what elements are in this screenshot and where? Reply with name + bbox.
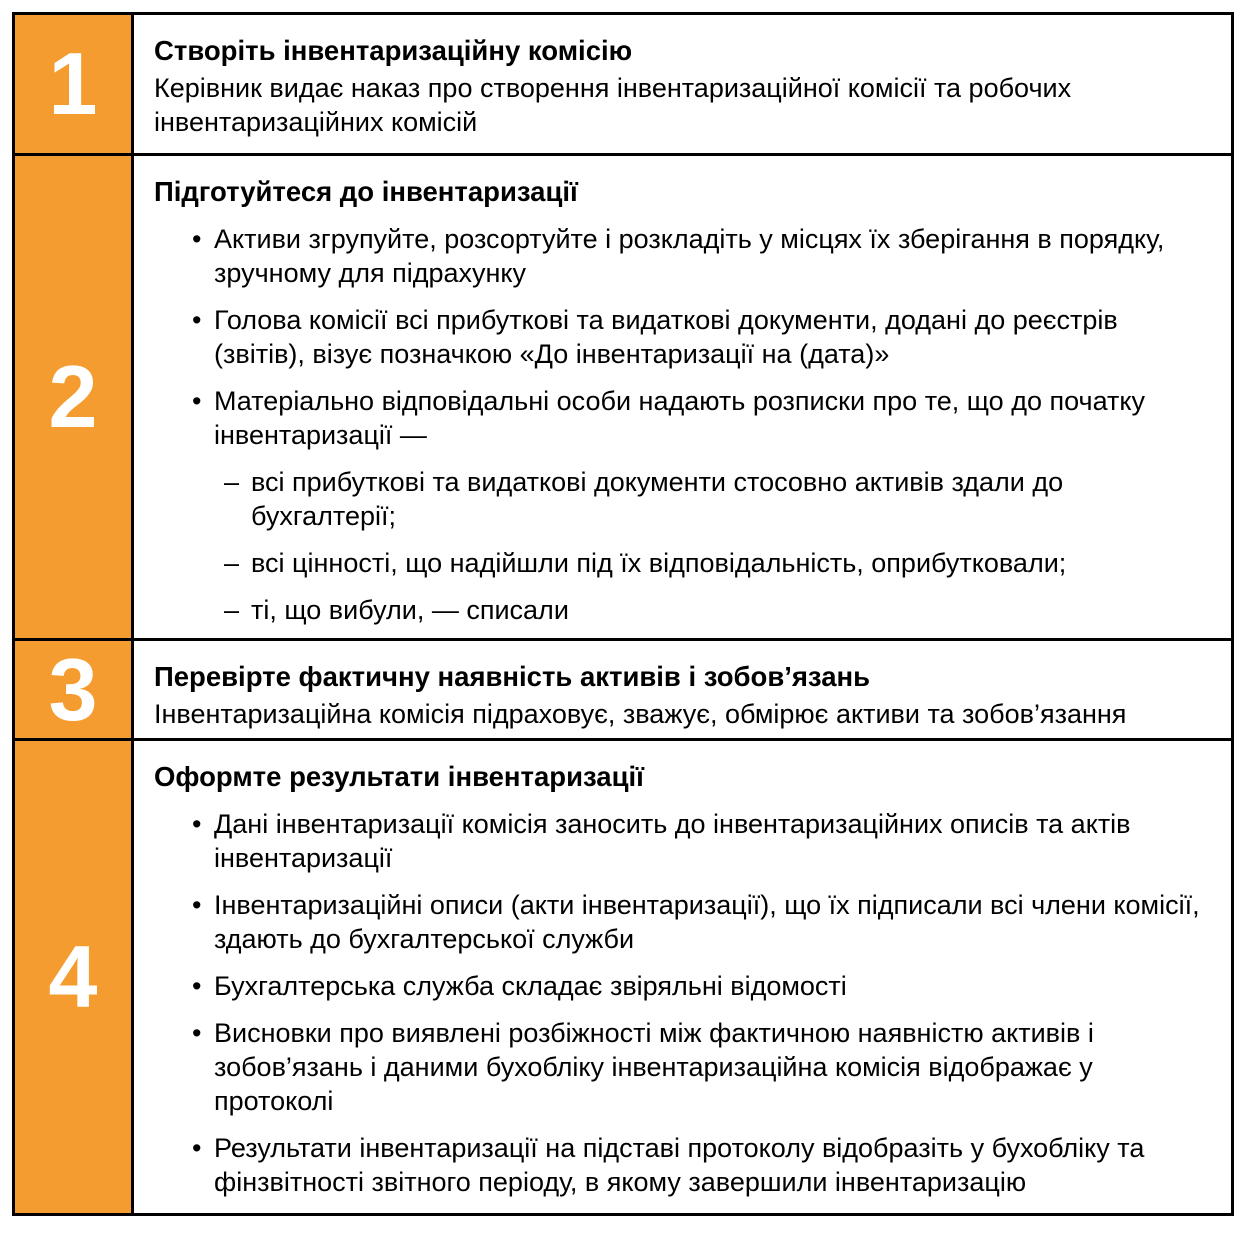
bullet-text: Інвентаризаційні описи (акти інвентаризації), що їх підписали всі члени комісії, здають до бухгалтерської служби: [214, 890, 1200, 954]
step-title-1: Створіть інвентаризаційну комісію: [154, 35, 633, 66]
step-title-3: Перевірте фактичну наявність активів і зобов’язань: [154, 661, 871, 692]
sub-item: – ті, що вибули, — списали: [214, 593, 1203, 627]
step-content-3: [134, 641, 1231, 738]
bullet-text: Матеріально відповідальні особи надають розписки про те, що до початку інвентаризації —: [214, 386, 1145, 450]
bullet-text: Висновки про виявлені розбіжності між фактичною наявністю активів і зобов’язань і даними бухобліку інвентаризаційна комісія відображає у протоколі: [214, 1018, 1094, 1116]
bullet-item: [154, 888, 1203, 956]
step-number-1: 1: [15, 15, 134, 153]
bullet-text: Результати інвентаризації на підставі протоколу відобразіть у бухобліку та фінзвітності звітного періоду, в якому завершили інвентаризацію: [214, 1133, 1145, 1197]
step-title-2: Підготуйтеся до інвентаризації: [154, 176, 578, 207]
bullet-item: [154, 384, 1203, 627]
bullet-text: Бухгалтерська служба складає звіряльні відомості: [214, 971, 847, 1001]
step-content-1: [134, 15, 1231, 153]
bullet-text: Голова комісії всі прибуткові та видаткові документи, додані до реєстрів (звітів), візує позначкою «До інвентаризації на (дата)»: [214, 305, 1118, 369]
bullet-item: [154, 303, 1203, 371]
sub-item: – всі прибуткові та видаткові документи стосовно активів здали до бухгалтерії;: [214, 465, 1203, 533]
bullet-item: [154, 1016, 1203, 1118]
sub-item: – всі цінності, що надійшли під їх відповідальність, оприбутковали;: [214, 546, 1203, 580]
step-number-2: 2: [15, 156, 134, 638]
step-row-3: [15, 638, 1231, 738]
step-number-3: 3: [15, 641, 134, 738]
bullet-item: [154, 222, 1203, 290]
step-row-4: [15, 738, 1231, 1213]
bullet-text: Активи згрупуйте, розсортуйте і розкладіть у місцях їх зберігання в порядку, зручному для підрахунку: [214, 224, 1165, 288]
step-body-1: Керівник видає наказ про створення інвентаризаційної комісії та робочих інвентаризаційних комісій: [154, 73, 1072, 137]
step-content-4: [134, 741, 1231, 1213]
step-body-3: Інвентаризаційна комісія підраховує, зважує, обмірює активи та зобов’язання: [154, 699, 1127, 729]
step-title-4: Оформте результати інвентаризації: [154, 761, 644, 792]
bullet-item: [154, 1131, 1203, 1199]
step-content-2: [134, 156, 1231, 638]
sub-item-list: [214, 465, 1203, 627]
bullet-item: [154, 969, 1203, 1003]
step-number-4: 4: [15, 741, 134, 1213]
bullet-item: [154, 807, 1203, 875]
bullet-text: Дані інвентаризації комісія заносить до інвентаризаційних описів та актів інвентаризації: [214, 809, 1131, 873]
step-row-2: [15, 153, 1231, 638]
step-row-1: [15, 15, 1231, 153]
inventory-steps-table: [12, 12, 1234, 1216]
step-bullet-list-2: [154, 222, 1203, 627]
step-bullet-list-4: [154, 807, 1203, 1199]
